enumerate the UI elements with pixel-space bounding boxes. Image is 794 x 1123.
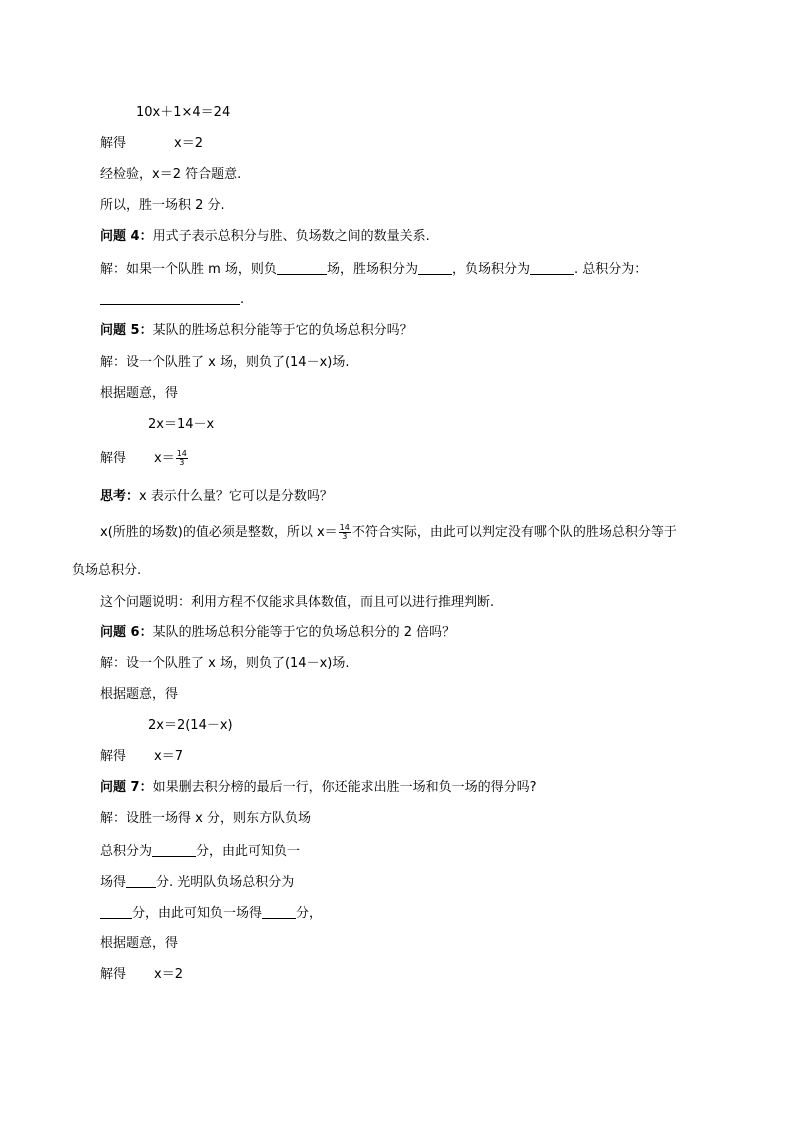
question-6-basis: 根据题意，得 (100, 687, 179, 702)
answer-text: 解：如果一个队胜 m 场，则负 (100, 262, 277, 277)
think-answer-cont: 负场总积分. (72, 563, 142, 578)
question-7-line-2 (100, 842, 300, 861)
fraction (176, 450, 188, 467)
solve-value: x＝2 (174, 136, 203, 151)
fill-blank[interactable] (530, 260, 574, 275)
fill-blank[interactable] (100, 290, 240, 305)
question-7 (100, 779, 536, 797)
solve-label: 解得 (100, 967, 127, 982)
fraction (339, 524, 351, 541)
solve-label: 解得 (100, 136, 127, 151)
question-4-text: 用式子表示总积分与胜、负场数之间的数量关系. (152, 229, 430, 244)
fill-blank[interactable] (152, 842, 196, 857)
question-6 (100, 624, 455, 642)
solve-value: x＝2 (154, 967, 183, 982)
fill-blank[interactable] (262, 904, 296, 919)
question-6-solve (100, 748, 183, 766)
question-4-total-line (100, 290, 244, 309)
answer-text: 总积分为 (100, 844, 153, 859)
question-6-title: 问题 6： (100, 625, 153, 640)
think-question (100, 488, 333, 506)
fraction-numerator: 14 (339, 523, 350, 532)
question-5-solve (100, 450, 189, 468)
solve-line (100, 135, 203, 153)
question-4 (100, 228, 430, 246)
solve-value: x＝7 (154, 749, 183, 764)
question-7-line-1: 解：设胜一场得 x 分，则东方队负场 (100, 811, 311, 826)
answer-text: 分， (296, 906, 323, 921)
answer-text: 分，由此可知负一 (196, 844, 301, 859)
answer-text: 场，胜场积分为 (326, 262, 418, 277)
equation-line: 10x＋1×4＝24 (136, 105, 231, 120)
question-6-solution: 解：设一个队胜了 x 场，则负了(14－x)场. (100, 656, 350, 671)
check-line: 经检验，x＝2 符合题意. (100, 167, 242, 182)
answer-text: 分，由此可知负一场得 (132, 906, 263, 921)
solve-label: 解得 (100, 451, 127, 466)
question-5-equation: 2x＝14－x (148, 417, 215, 432)
question-7-title: 问题 7： (100, 780, 153, 795)
fraction-numerator: 14 (176, 449, 187, 458)
answer-text: 分. 光明队负场总积分为 (156, 875, 295, 890)
question-6-text: 某队的胜场总积分能等于它的负场总积分的 2 倍吗？ (152, 625, 456, 640)
question-5-solution: 解：设一个队胜了 x 场，则负了(14－x)场. (100, 355, 350, 370)
think-title: 思考： (100, 489, 140, 504)
question-5-title: 问题 5： (100, 323, 153, 338)
solve-label: 解得 (100, 749, 127, 764)
question-7-text: 如果删去积分榜的最后一行，你还能求出胜一场和负一场的得分吗? (152, 780, 537, 795)
answer-text: . (240, 292, 245, 307)
fraction-denominator: 3 (342, 532, 348, 541)
question-7-line-3 (100, 873, 294, 892)
question-7-solve (100, 966, 183, 984)
fill-blank[interactable] (126, 873, 156, 888)
question-4-answer (100, 260, 647, 279)
think-answer (100, 524, 677, 542)
question-6-equation: 2x＝2(14－x) (148, 718, 233, 733)
question-5-text: 某队的胜场总积分能等于它的负场总积分吗？ (152, 323, 413, 338)
question-7-line-4 (100, 904, 322, 923)
question-7-basis: 根据题意，得 (100, 936, 179, 951)
answer-text: ，负场积分为 (451, 262, 530, 277)
answer-text: . 总积分为： (573, 262, 648, 277)
question-4-title: 问题 4： (100, 229, 153, 244)
explanation-line: 这个问题说明：利用方程不仅能求具体数值，而且可以进行推理判断. (100, 595, 495, 610)
solve-value: x＝ (154, 451, 175, 466)
question-5 (100, 322, 413, 340)
think-text: x 表示什么量？它可以是分数吗？ (139, 489, 333, 504)
answer-text: x(所胜的场数)的值必须是整数，所以 x＝ (100, 525, 338, 540)
answer-text: 场得 (100, 875, 127, 890)
fill-blank[interactable] (277, 260, 327, 275)
answer-text: 不符合实际，由此可以判定没有哪个队的胜场总积分等于 (351, 525, 677, 540)
fill-blank[interactable] (100, 904, 132, 919)
fraction-denominator: 3 (179, 458, 185, 467)
conclusion-line: 所以，胜一场积 2 分. (100, 198, 225, 213)
fill-blank[interactable] (418, 260, 452, 275)
question-5-basis: 根据题意，得 (100, 386, 179, 401)
